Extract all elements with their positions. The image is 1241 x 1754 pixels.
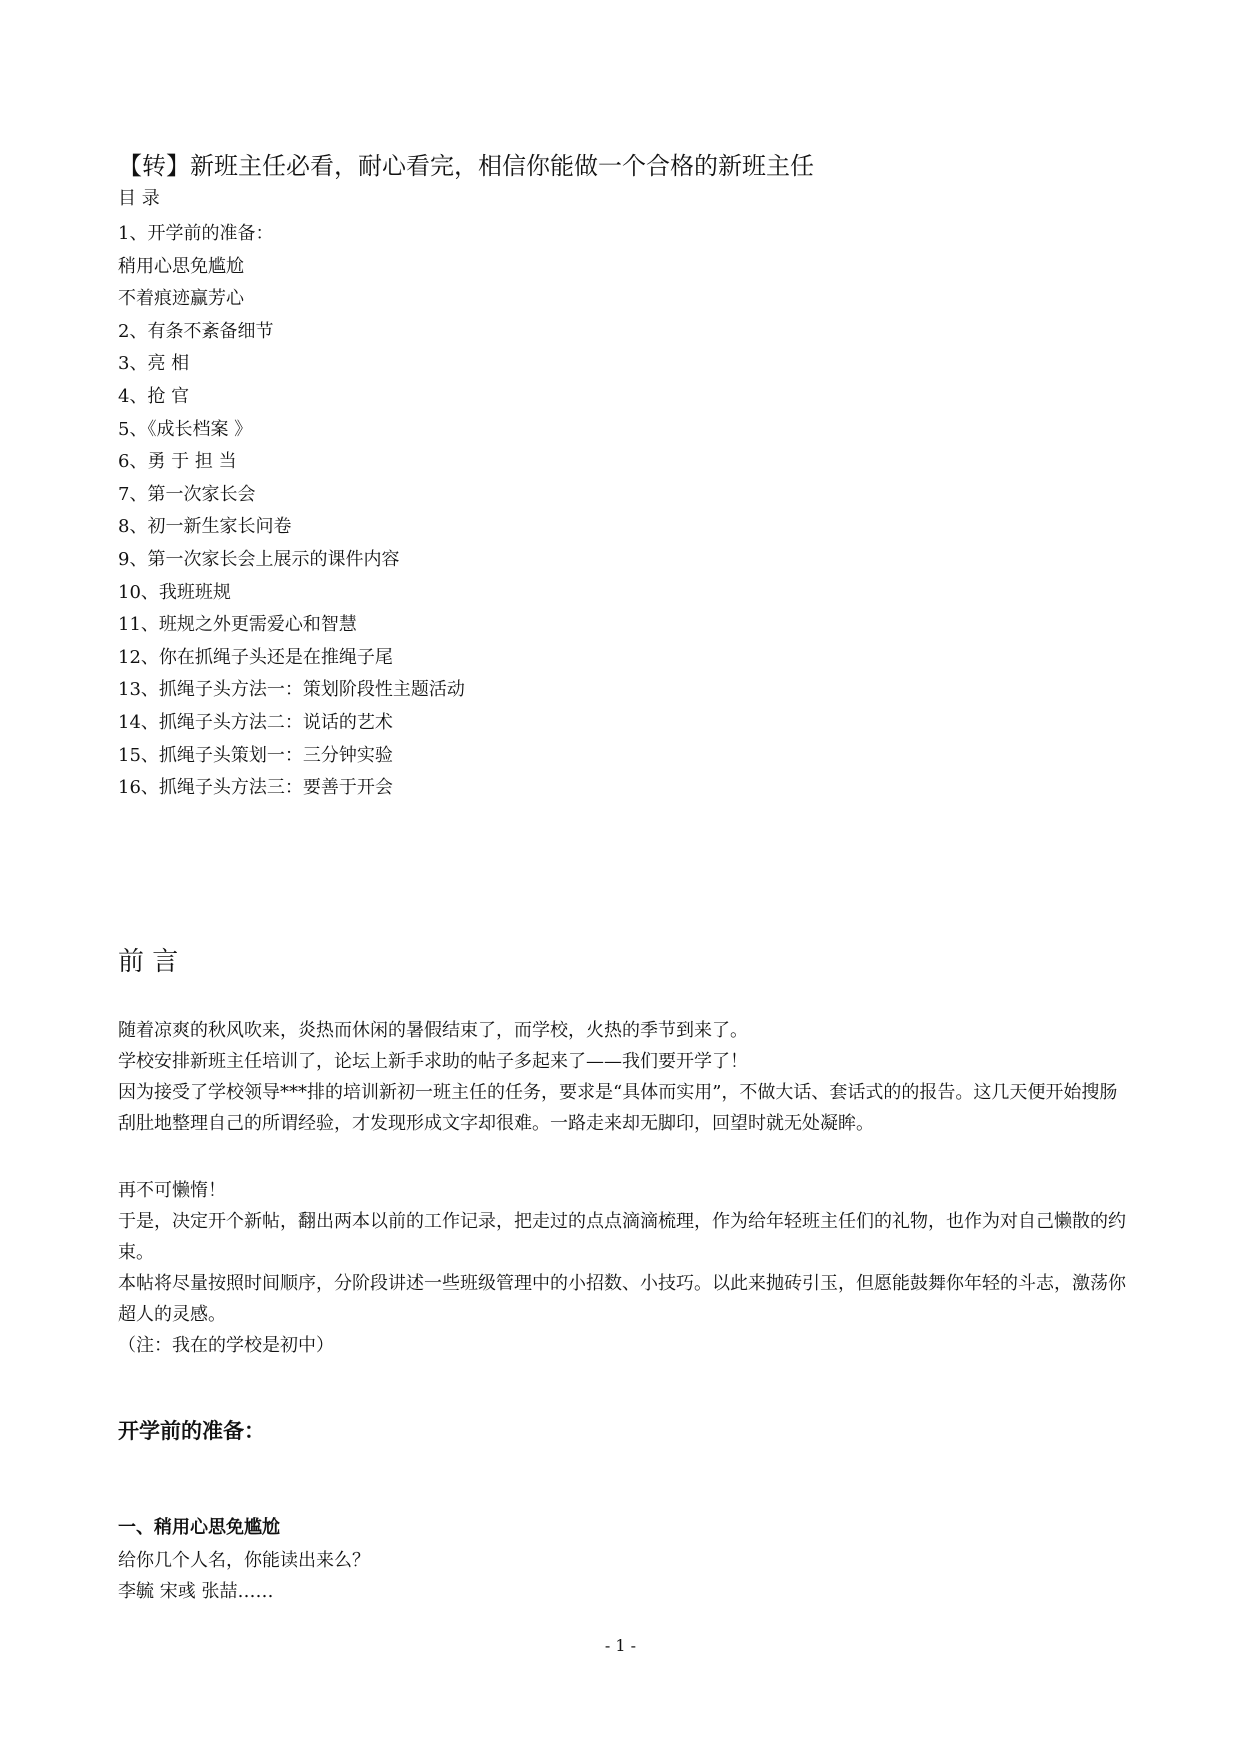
toc-item: 9、第一次家长会上展示的课件内容 — [118, 548, 400, 570]
paragraph: 因为接受了学校领导***排的培训新初一班主任的任务，要求是“具体而实用”，不做大话、套话式的的报告。这几天便开始搜肠刮肚地整理自己的所谓经验，才发现形成文字却很难。一路走来却无脚印，回望时就无处凝眸。 — [118, 1082, 1118, 1134]
toc-item: 15、抓绳子头策划一：三分钟实验 — [118, 744, 393, 766]
paragraph: 本帖将尽量按照时间顺序，分阶段讲述一些班级管理中的小招数、小技巧。以此来抛砖引玉，但愿能鼓舞你年轻的斗志，激荡你超人的灵感。 — [118, 1273, 1126, 1325]
paragraph: 于是，决定开个新帖，翻出两本以前的工作记录，把走过的点点滴滴梳理，作为给年轻班主任们的礼物，也作为对自己懒散的约束。 — [118, 1211, 1126, 1263]
toc-item: 2、有条不紊备细节 — [118, 320, 274, 342]
paragraph: （注：我在的学校是初中） — [118, 1335, 334, 1356]
toc-item: 11、班规之外更需爱心和智慧 — [118, 614, 357, 636]
paragraph: 李毓 宋彧 张喆…… — [118, 1581, 274, 1602]
preface-title: 前 言 — [118, 947, 179, 977]
toc-item: 13、抓绳子头方法一：策划阶段性主题活动 — [118, 679, 465, 701]
toc-item: 7、第一次家长会 — [118, 483, 256, 505]
toc-item: 不着痕迹赢芳心 — [118, 288, 244, 310]
section-heading: 开学前的准备： — [118, 1419, 265, 1443]
sub-heading: 一、稍用心思免尴尬 — [118, 1517, 280, 1538]
toc-item: 6、勇 于 担 当 — [118, 451, 237, 473]
toc-item: 5、《成长档案 》 — [118, 418, 253, 440]
toc-item: 8、初一新生家长问卷 — [118, 516, 292, 538]
paragraph: 学校安排新班主任培训了，论坛上新手求助的帖子多起来了——我们要开学了！ — [118, 1051, 748, 1072]
toc-heading: 目 录 — [118, 188, 160, 209]
section-body — [118, 1545, 1128, 1607]
toc-item: 4、抢 官 — [118, 385, 190, 407]
paragraph: 再不可懒惰！ — [118, 1180, 226, 1201]
toc-item: 1、开学前的准备： — [118, 223, 274, 244]
toc-item: 14、抓绳子头方法二：说话的艺术 — [118, 711, 393, 733]
preface-block-2 — [118, 1175, 1128, 1361]
toc-item: 10、我班班规 — [118, 581, 231, 603]
document-title: 【转】新班主任必看，耐心看完，相信你能做一个合格的新班主任 — [118, 152, 814, 180]
paragraph: 给你几个人名，你能读出来么？ — [118, 1550, 370, 1571]
toc-item: 3、亮 相 — [118, 353, 190, 375]
page-number: - 1 - — [604, 1636, 637, 1655]
toc-item: 16、抓绳子头方法三：要善于开会 — [118, 777, 393, 799]
toc-item: 12、你在抓绳子头还是在推绳子尾 — [118, 646, 393, 668]
preface-block-1 — [118, 1015, 1128, 1139]
table-of-contents — [118, 218, 465, 805]
toc-item: 稍用心思免尴尬 — [118, 255, 244, 277]
paragraph: 随着凉爽的秋风吹来，炎热而休闲的暑假结束了，而学校，火热的季节到来了。 — [118, 1020, 748, 1041]
